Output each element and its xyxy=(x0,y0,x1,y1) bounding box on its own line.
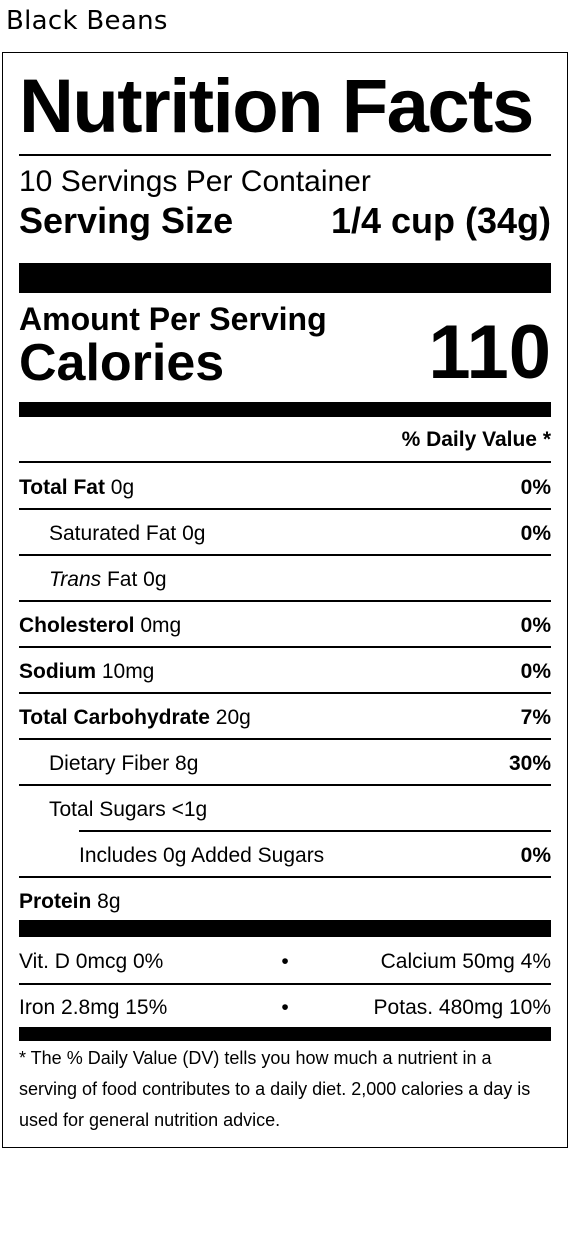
nutrient-daily-value: 7% xyxy=(520,705,551,729)
nutrient-row-sodium xyxy=(19,648,551,694)
nutrient-row-total-carbohydrate xyxy=(19,694,551,740)
nutrient-amount: Total Sugars <1g xyxy=(49,797,208,821)
nutrient-amount: 10mg xyxy=(96,659,155,683)
servings-per-container: 10 Servings Per Container xyxy=(19,165,371,198)
calories-label: Calories xyxy=(19,334,225,392)
nutrient-amount: Fat 0g xyxy=(101,567,167,591)
amount-per-serving: Amount Per Serving xyxy=(19,301,327,337)
vitamin-row xyxy=(19,984,551,1030)
divider-medium xyxy=(19,402,551,417)
nutrient-name: Sodium xyxy=(19,659,96,683)
divider-thin xyxy=(19,461,551,463)
nutrient-name: Trans xyxy=(49,567,102,591)
nutrient-amount: 20g xyxy=(209,705,251,729)
vitamin-right: Calcium 50mg 4% xyxy=(380,949,551,973)
nutrient-daily-value: 30% xyxy=(508,751,551,775)
nutrient-amount: 0mg xyxy=(134,613,182,637)
vitamin-row xyxy=(19,938,551,984)
nutrient-amount: Dietary Fiber 8g xyxy=(49,751,199,775)
serving-size-label: Serving Size xyxy=(19,200,234,241)
nutrient-amount: 8g xyxy=(91,889,121,913)
nutrient-name: Total Carbohydrate xyxy=(19,705,210,729)
nutrient-row-dietary-fiber xyxy=(19,740,551,786)
nutrient-amount: Includes 0g Added Sugars xyxy=(79,843,325,867)
vitamin-left: Iron 2.8mg 15% xyxy=(19,995,168,1019)
nutrient-row-total-sugars xyxy=(19,786,551,832)
nutrient-name: Total Fat xyxy=(19,475,105,499)
serving-size-value: 1/4 cup (34g) xyxy=(330,200,551,241)
nutrient-row-added-sugars xyxy=(19,832,551,878)
nutrient-daily-value: 0% xyxy=(520,659,551,683)
vitamin-left: Vit. D 0mcg 0% xyxy=(19,949,164,973)
product-name: Black Beans xyxy=(6,6,168,36)
separator-dot: • xyxy=(281,995,289,1019)
daily-value-header: % Daily Value * xyxy=(401,428,551,451)
nutrient-name: Cholesterol xyxy=(19,613,135,637)
footnote: * The % Daily Value (DV) tells you how much a nutrient in a serving of food contributes to a daily diet. 2,000 calories a day is used for general nutrition advice. xyxy=(19,1048,531,1130)
nutrient-row-saturated-fat xyxy=(19,510,551,556)
nutrient-row-trans-fat xyxy=(19,556,551,602)
label-title: Nutrition Facts xyxy=(19,64,533,149)
divider-medium xyxy=(19,920,551,937)
nutrient-amount: Saturated Fat 0g xyxy=(49,521,206,545)
nutrient-row-cholesterol xyxy=(19,602,551,648)
serving-size xyxy=(19,200,551,241)
nutrient-amount: 0g xyxy=(104,475,135,499)
separator-dot: • xyxy=(281,949,289,973)
nutrient-name: Protein xyxy=(19,889,92,913)
divider-thick xyxy=(19,263,551,293)
calories-value: 110 xyxy=(428,310,551,395)
nutrient-daily-value: 0% xyxy=(520,613,551,637)
nutrient-row-total-fat xyxy=(19,464,551,510)
vitamin-right: Potas. 480mg 10% xyxy=(373,995,551,1019)
divider-medium xyxy=(19,1027,551,1041)
nutrient-daily-value: 0% xyxy=(520,843,551,867)
divider-thin xyxy=(19,154,551,156)
nutrient-row-protein xyxy=(19,878,551,924)
nutrition-label xyxy=(2,52,568,1148)
nutrient-daily-value: 0% xyxy=(520,521,551,545)
nutrient-daily-value: 0% xyxy=(520,475,551,499)
